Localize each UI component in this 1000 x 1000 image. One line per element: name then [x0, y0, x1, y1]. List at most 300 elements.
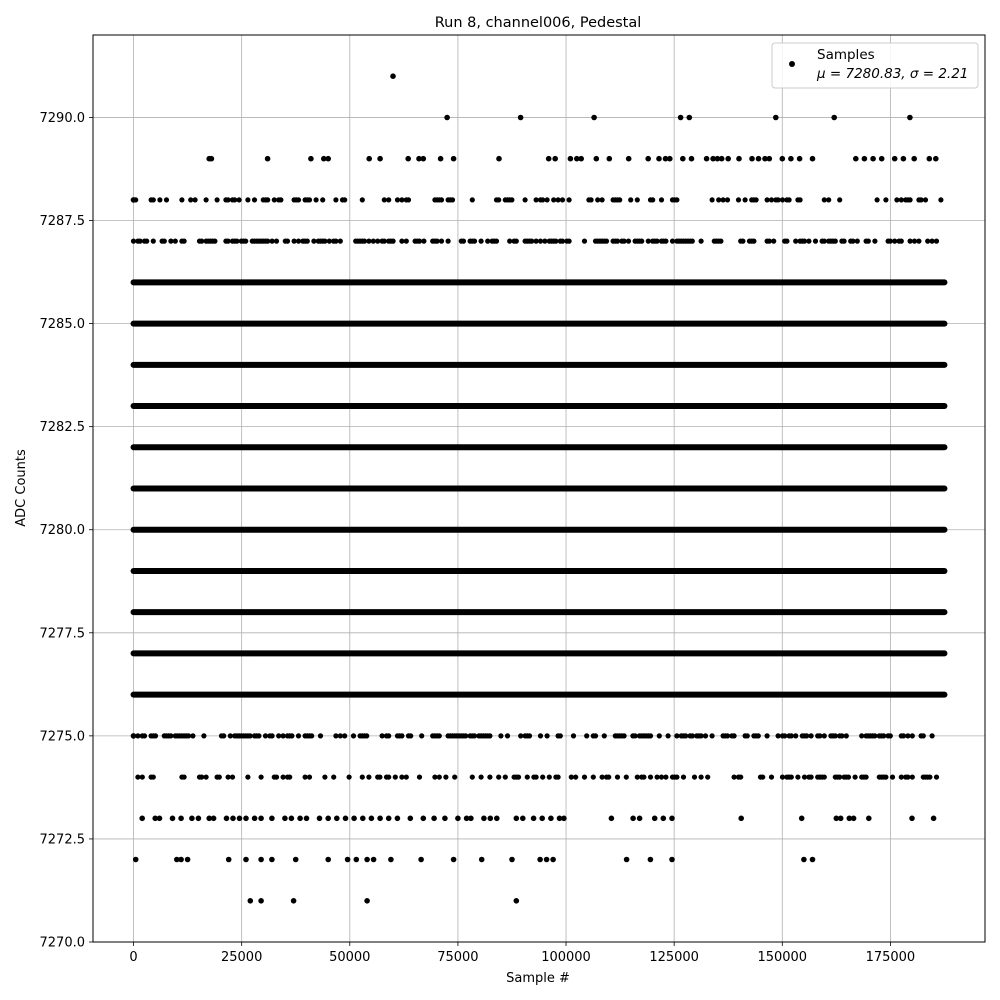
data-point	[561, 816, 567, 822]
data-point	[289, 816, 295, 822]
data-point	[718, 239, 723, 244]
data-point	[797, 156, 803, 162]
data-point	[615, 774, 620, 779]
data-point	[626, 156, 632, 162]
data-point	[648, 733, 653, 738]
data-point	[809, 774, 814, 779]
data-point	[285, 239, 290, 244]
data-point	[237, 197, 242, 202]
data-point	[866, 816, 872, 822]
data-point	[689, 156, 695, 162]
data-point	[325, 857, 331, 863]
data-point	[258, 898, 264, 904]
data-point	[699, 239, 704, 244]
data-point	[591, 115, 597, 121]
data-point	[296, 197, 301, 202]
data-point	[439, 197, 444, 202]
data-point	[930, 733, 935, 738]
data-point	[822, 733, 827, 738]
x-axis-label: Sample #	[506, 971, 570, 986]
data-point	[189, 816, 195, 822]
data-point	[659, 197, 664, 202]
data-point	[291, 898, 297, 904]
data-point	[754, 197, 759, 202]
x-tick-label: 125000	[649, 950, 699, 965]
data-point	[217, 774, 222, 779]
data-point	[582, 239, 587, 244]
data-point	[745, 733, 750, 738]
data-point	[934, 239, 939, 244]
data-point	[663, 774, 668, 779]
data-point	[252, 816, 258, 822]
data-point	[509, 197, 514, 202]
data-point	[144, 239, 149, 244]
data-point	[404, 239, 409, 244]
data-point	[725, 156, 731, 162]
data-point	[927, 156, 933, 162]
data-point	[369, 816, 375, 822]
data-point	[269, 816, 275, 822]
data-point	[131, 733, 137, 739]
data-point	[888, 733, 893, 738]
data-point	[494, 239, 499, 244]
data-point	[421, 156, 427, 162]
data-point	[157, 197, 162, 202]
data-point	[377, 774, 382, 779]
data-point	[173, 239, 178, 244]
data-point	[377, 156, 383, 162]
data-point	[481, 816, 487, 822]
data-point	[910, 733, 915, 738]
data-point	[450, 197, 455, 202]
data-point	[404, 774, 409, 779]
y-axis-label: ADC Counts	[14, 449, 29, 527]
data-point	[593, 733, 598, 738]
data-point	[591, 774, 596, 779]
data-point	[437, 774, 442, 779]
data-point	[787, 197, 792, 202]
data-point	[391, 239, 396, 244]
data-point	[594, 156, 600, 162]
data-point	[439, 239, 444, 244]
data-point	[395, 816, 401, 822]
data-point	[853, 774, 858, 779]
data-point	[133, 857, 139, 863]
data-point	[345, 857, 351, 863]
data-point	[657, 733, 662, 738]
data-point	[366, 156, 372, 162]
data-point	[789, 774, 794, 779]
data-point	[652, 816, 658, 822]
data-point	[377, 816, 383, 822]
data-point	[710, 197, 715, 202]
data-point	[855, 239, 860, 244]
data-point	[320, 197, 325, 202]
data-point	[399, 733, 404, 738]
data-point	[674, 197, 679, 202]
data-point	[296, 733, 301, 738]
data-point	[822, 774, 827, 779]
data-point	[371, 857, 377, 863]
data-point	[151, 774, 156, 779]
data-point	[258, 857, 264, 863]
data-point	[274, 774, 279, 779]
data-point	[725, 197, 730, 202]
data-point	[738, 816, 744, 822]
data-point	[801, 857, 807, 863]
data-point	[538, 733, 543, 738]
data-point	[496, 774, 501, 779]
data-point	[666, 733, 671, 738]
data-point	[842, 239, 847, 244]
data-point	[182, 774, 187, 779]
data-point	[892, 156, 898, 162]
data-point	[681, 774, 686, 779]
data-point	[343, 816, 349, 822]
data-point	[514, 239, 519, 244]
data-point	[351, 733, 356, 738]
data-point	[909, 816, 915, 822]
data-point	[703, 733, 708, 738]
data-point	[641, 774, 646, 779]
data-point	[938, 197, 943, 202]
data-point	[364, 857, 370, 863]
data-point	[418, 857, 424, 863]
data-point	[342, 733, 347, 738]
data-point	[417, 774, 422, 779]
data-point	[862, 156, 868, 162]
data-point	[516, 774, 521, 779]
data-point	[494, 816, 500, 822]
legend-series-label: Samples	[817, 47, 875, 63]
data-point	[934, 774, 939, 779]
data-point	[333, 197, 338, 202]
data-point	[366, 774, 371, 779]
data-point	[351, 816, 357, 822]
data-point	[274, 239, 279, 244]
x-tick-label: 150000	[757, 950, 808, 965]
data-point	[170, 816, 176, 822]
data-point	[933, 156, 939, 162]
data-point	[304, 816, 310, 822]
data-point	[360, 197, 365, 202]
data-point	[604, 239, 609, 244]
data-point	[215, 197, 220, 202]
data-point	[446, 239, 451, 244]
data-point	[838, 816, 844, 822]
x-tick-label: 0	[129, 950, 138, 965]
data-point	[537, 857, 543, 863]
data-point	[875, 197, 880, 202]
data-point	[624, 774, 629, 779]
data-point	[650, 197, 655, 202]
data-point	[470, 197, 475, 202]
data-point	[437, 733, 442, 738]
data-point	[230, 774, 235, 779]
data-point	[209, 156, 215, 162]
data-point	[890, 774, 895, 779]
data-point	[157, 816, 163, 822]
data-point	[771, 239, 776, 244]
data-point	[151, 239, 156, 244]
data-point	[534, 774, 539, 779]
data-point	[479, 857, 485, 863]
data-point	[687, 115, 693, 121]
data-point	[552, 156, 558, 162]
data-point	[164, 197, 169, 202]
y-tick-label: 7277.5	[39, 626, 85, 642]
data-point	[872, 239, 877, 244]
data-point	[451, 857, 457, 863]
data-point	[793, 733, 798, 738]
y-tick-label: 7285.0	[39, 317, 85, 333]
data-point	[305, 239, 310, 244]
x-tick-label: 100000	[541, 950, 591, 965]
data-point	[736, 197, 741, 202]
data-point	[833, 239, 838, 244]
data-point	[573, 774, 578, 779]
data-point	[243, 816, 249, 822]
data-point	[810, 857, 816, 863]
data-point	[431, 816, 437, 822]
data-point	[648, 774, 653, 779]
data-point	[325, 156, 331, 162]
data-point	[289, 733, 294, 738]
data-point	[667, 156, 673, 162]
legend-marker	[789, 61, 795, 67]
data-point	[622, 733, 627, 738]
data-point	[525, 774, 530, 779]
data-point	[656, 156, 662, 162]
data-point	[190, 733, 195, 738]
data-point	[710, 733, 715, 738]
data-point	[307, 774, 312, 779]
data-point	[237, 816, 243, 822]
y-tick-label: 7270.0	[39, 935, 85, 951]
data-point	[390, 73, 396, 79]
legend	[772, 43, 978, 88]
data-point	[769, 774, 774, 779]
data-point	[923, 197, 928, 202]
data-point	[204, 774, 209, 779]
data-point	[544, 857, 550, 863]
data-point	[870, 156, 876, 162]
data-point	[813, 239, 818, 244]
data-point	[584, 733, 589, 738]
data-point	[589, 197, 594, 202]
x-tick-label: 50000	[329, 950, 371, 965]
data-point	[503, 774, 508, 779]
data-point	[248, 898, 254, 904]
data-point	[496, 197, 501, 202]
y-tick-label: 7290.0	[39, 110, 85, 126]
data-point	[831, 115, 837, 121]
data-point	[546, 156, 552, 162]
data-point	[648, 857, 654, 863]
data-point	[624, 857, 630, 863]
data-point	[609, 816, 615, 822]
data-point	[531, 816, 537, 822]
data-point	[421, 239, 426, 244]
data-point	[131, 197, 137, 203]
data-point	[354, 857, 360, 863]
data-point	[196, 816, 202, 822]
data-point	[678, 115, 684, 121]
data-point	[916, 239, 921, 244]
data-point	[743, 197, 748, 202]
data-point	[386, 733, 391, 738]
data-point	[297, 816, 303, 822]
data-point	[736, 156, 742, 162]
data-point	[245, 774, 250, 779]
data-point	[325, 816, 331, 822]
data-point	[669, 857, 675, 863]
y-tick-label: 7280.0	[39, 523, 85, 539]
data-point	[545, 197, 550, 202]
data-point	[178, 857, 184, 863]
data-point	[406, 197, 411, 202]
data-point	[567, 197, 572, 202]
data-point	[151, 197, 156, 202]
data-point	[851, 816, 857, 822]
data-point	[322, 774, 327, 779]
data-point	[799, 816, 805, 822]
data-point	[788, 156, 794, 162]
data-point	[571, 733, 576, 738]
data-point	[518, 115, 524, 121]
data-point	[738, 774, 743, 779]
data-point	[461, 239, 466, 244]
data-point	[740, 239, 745, 244]
data-point	[438, 156, 444, 162]
data-point	[699, 774, 704, 779]
data-point	[487, 774, 492, 779]
data-point	[560, 197, 565, 202]
data-point	[663, 239, 668, 244]
data-point	[243, 857, 249, 863]
data-point	[545, 733, 550, 738]
data-point	[139, 816, 145, 822]
data-point	[364, 733, 369, 738]
data-point	[162, 239, 167, 244]
data-point	[635, 197, 640, 202]
data-point	[307, 197, 312, 202]
data-point	[520, 816, 526, 822]
data-point	[883, 774, 888, 779]
data-point	[487, 733, 492, 738]
data-point	[514, 898, 520, 904]
data-point	[309, 733, 314, 738]
data-point	[602, 733, 607, 738]
data-point	[795, 774, 800, 779]
data-point	[798, 197, 803, 202]
data-point	[705, 774, 710, 779]
data-point	[314, 197, 319, 202]
data-point	[780, 156, 786, 162]
data-point	[680, 156, 686, 162]
data-point	[669, 816, 675, 822]
data-point	[911, 156, 917, 162]
data-point	[419, 733, 424, 738]
data-point	[364, 898, 370, 904]
data-point	[318, 733, 323, 738]
data-point	[496, 156, 502, 162]
data-point	[178, 816, 184, 822]
x-tick-label: 25000	[220, 950, 263, 965]
data-point	[908, 197, 913, 202]
data-point	[568, 156, 574, 162]
data-point	[567, 239, 572, 244]
data-point	[606, 774, 611, 779]
data-point	[243, 239, 248, 244]
data-point	[331, 774, 336, 779]
data-point	[470, 774, 475, 779]
data-point	[182, 239, 187, 244]
data-point	[293, 857, 299, 863]
data-point	[282, 816, 288, 822]
data-point	[308, 156, 314, 162]
data-point	[806, 239, 811, 244]
data-point	[360, 774, 365, 779]
data-point	[692, 774, 697, 779]
data-point	[556, 774, 561, 779]
data-point	[756, 156, 762, 162]
data-point	[639, 239, 644, 244]
data-point	[212, 239, 217, 244]
data-point	[910, 774, 915, 779]
data-point	[386, 774, 391, 779]
data-point	[317, 816, 323, 822]
data-point	[674, 774, 679, 779]
data-point	[837, 197, 842, 202]
data-point	[514, 816, 520, 822]
data-point	[931, 816, 937, 822]
data-point	[719, 156, 725, 162]
data-point	[630, 816, 636, 822]
data-point	[690, 239, 695, 244]
data-point	[704, 156, 710, 162]
data-point	[488, 816, 494, 822]
data-point	[442, 816, 448, 822]
data-point	[498, 733, 503, 738]
data-point	[421, 816, 427, 822]
data-point	[444, 115, 450, 121]
data-point	[252, 197, 257, 202]
data-point	[607, 156, 613, 162]
data-point	[927, 774, 932, 779]
data-point	[578, 156, 584, 162]
data-point	[142, 733, 147, 738]
data-point	[270, 733, 275, 738]
data-point	[360, 816, 366, 822]
data-point	[408, 816, 414, 822]
data-point	[810, 156, 816, 162]
legend-stats-label: μ = 7280.83, σ = 2.21	[817, 66, 969, 82]
data-point	[338, 239, 343, 244]
y-tick-label: 7272.5	[39, 832, 85, 848]
data-point	[269, 857, 275, 863]
data-point	[334, 816, 340, 822]
data-point	[388, 857, 394, 863]
data-point	[408, 733, 413, 738]
data-point	[386, 816, 392, 822]
data-point	[539, 816, 545, 822]
data-point	[809, 733, 814, 738]
data-point	[558, 733, 563, 738]
data-point	[527, 733, 532, 738]
data-point	[443, 774, 448, 779]
data-point	[749, 156, 755, 162]
